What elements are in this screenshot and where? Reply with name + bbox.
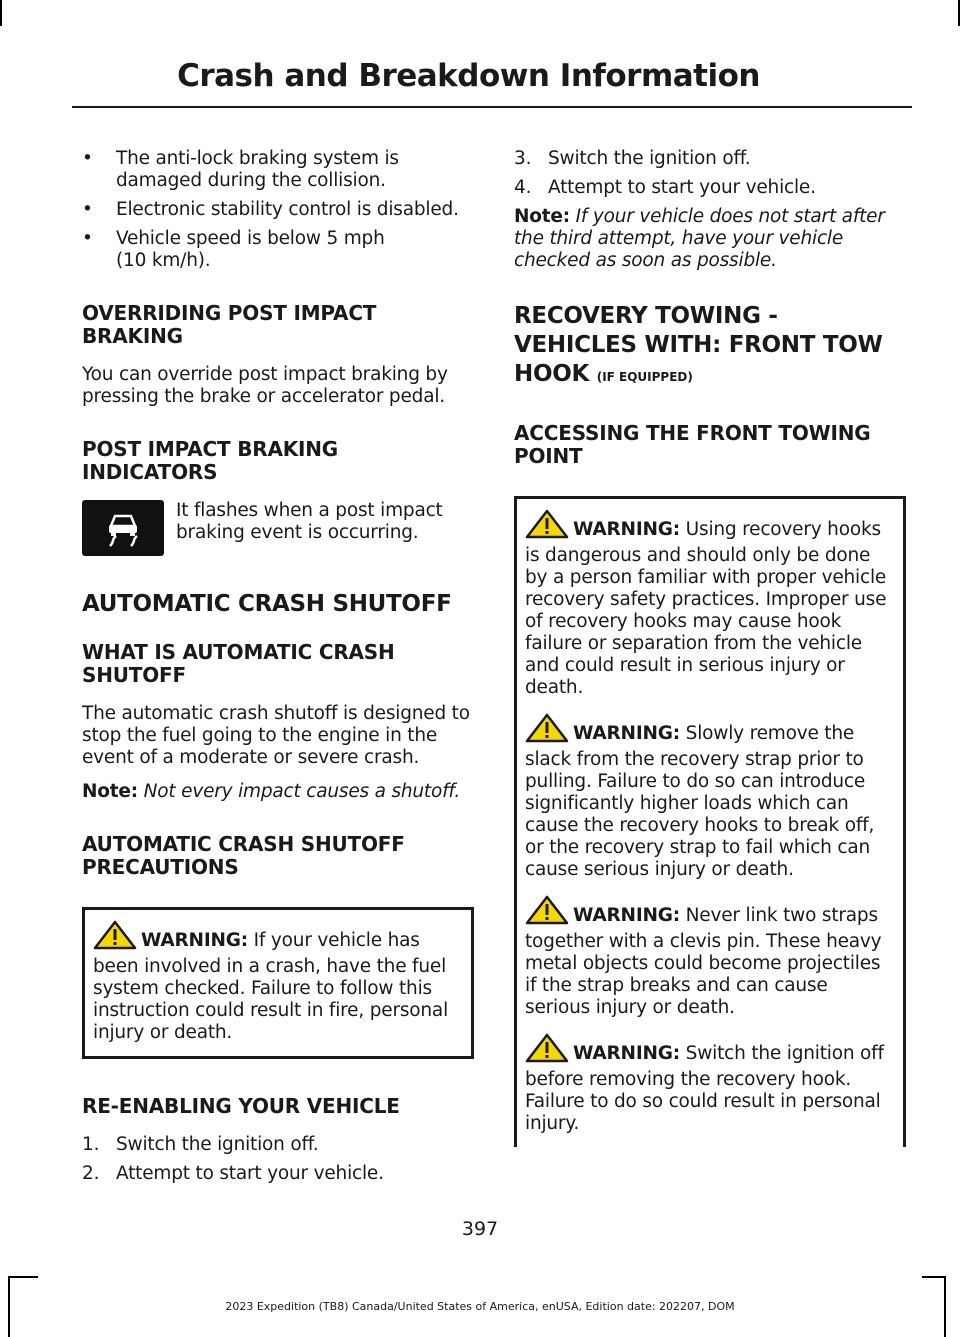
warning-text: Switch the ignition off before removing the recovery hook. Failure to do so could result in personal injury. xyxy=(525,1043,884,1134)
warning-box xyxy=(514,496,906,1147)
warning-text: Never link two straps together with a clevis pin. These heavy metal objects could become projectiles if the strap breaks and can cause serious injury or death. xyxy=(525,905,882,1018)
step-number: 2. xyxy=(82,1163,100,1184)
warning-triangle-icon xyxy=(525,713,569,749)
list-item xyxy=(514,148,906,170)
precautions-heading: AUTOMATIC CRASH SHUTOFF PRECAUTIONS xyxy=(82,832,405,879)
step-text: Switch the ignition off. xyxy=(116,1134,319,1155)
towing-heading-line: VEHICLES WITH: FRONT TOW xyxy=(514,332,883,358)
crop-mark xyxy=(8,1276,38,1278)
warning-box xyxy=(82,907,474,1059)
bullet-mark: • xyxy=(82,199,93,220)
step-text: Attempt to start your vehicle. xyxy=(548,177,816,198)
warning xyxy=(525,509,897,699)
warning-text: If your vehicle has been involved in a crash, have the fuel system checked. Failure to follow this instruction could result in fire, personal injury or death. xyxy=(93,930,449,1043)
crop-mark xyxy=(0,0,2,26)
note xyxy=(82,781,474,803)
warning-label: WARNING: xyxy=(573,723,680,744)
right-column xyxy=(514,148,906,1159)
crop-mark xyxy=(922,1276,946,1278)
list-item xyxy=(82,228,474,272)
towing-heading-line xyxy=(514,360,906,392)
warning xyxy=(93,920,465,1044)
note-label: Note: xyxy=(82,781,138,802)
list-item xyxy=(82,199,474,221)
towing-heading-word: HOOK xyxy=(514,361,589,387)
towing-heading xyxy=(514,302,906,392)
warning-triangle-icon xyxy=(93,920,137,956)
warning-text: Slowly remove the slack from the recovery strap prior to pulling. Failure to do so can introduce significantly higher loads which can cause the recovery hooks to break off, or the recovery strap to fail which can cause serious injury or death. xyxy=(525,723,875,880)
bullet-mark: • xyxy=(82,148,93,169)
override-text: You can override post impact braking by pressing the brake or accelerator pedal. xyxy=(82,364,448,407)
note xyxy=(514,206,906,272)
what-heading: WHAT IS AUTOMATIC CRASH SHUTOFF xyxy=(82,640,395,687)
warning-label: WARNING: xyxy=(573,1043,680,1064)
warning-label: WARNING: xyxy=(573,519,680,540)
skid-car-icon xyxy=(82,500,164,556)
left-column xyxy=(82,148,474,1192)
list-item xyxy=(82,148,474,192)
override-heading: OVERRIDING POST IMPACT BRAKING xyxy=(82,301,377,348)
warning-triangle-icon xyxy=(525,895,569,931)
warning-triangle-icon xyxy=(525,509,569,545)
bullet-mark: • xyxy=(82,228,93,249)
step-text: Switch the ignition off. xyxy=(548,148,751,169)
header-divider xyxy=(72,106,912,108)
list-item-text: Vehicle speed is below 5 mph (10 km/h). xyxy=(116,228,385,271)
list-item-text: Electronic stability control is disabled. xyxy=(116,199,459,220)
towing-heading-suffix: (IF EQUIPPED) xyxy=(596,370,693,384)
acs-heading: AUTOMATIC CRASH SHUTOFF xyxy=(82,591,452,617)
warning-label: WARNING: xyxy=(573,905,680,926)
step-number: 4. xyxy=(514,177,532,198)
warning-triangle-icon xyxy=(525,1033,569,1069)
what-text: The automatic crash shutoff is designed to stop the fuel going to the engine in the event of a moderate or severe crash. xyxy=(82,703,470,768)
warning xyxy=(525,713,897,881)
list-item xyxy=(82,1163,474,1185)
footer: 2023 Expedition (TB8) Canada/United States of America, enUSA, Edition date: 202207, DOM xyxy=(225,1300,735,1313)
page-title: Crash and Breakdown Information xyxy=(177,58,760,94)
indicators-text: It flashes when a post impact braking event is occurring. xyxy=(176,500,443,543)
note-text: If your vehicle does not start after the third attempt, have your vehicle checked as soon as possible. xyxy=(514,206,885,271)
list-item xyxy=(82,1134,474,1156)
accessing-heading: ACCESSING THE FRONT TOWING POINT xyxy=(514,421,871,468)
warning xyxy=(525,1033,897,1135)
warning-label: WARNING: xyxy=(141,930,248,951)
page-number: 397 xyxy=(461,1218,499,1240)
indicators-heading: POST IMPACT BRAKING INDICATORS xyxy=(82,437,339,484)
list-item-text: The anti-lock braking system is damaged during the collision. xyxy=(116,148,399,191)
towing-heading-line: RECOVERY TOWING - xyxy=(514,303,778,329)
step-text: Attempt to start your vehicle. xyxy=(116,1163,384,1184)
reenable-heading: RE-ENABLING YOUR VEHICLE xyxy=(82,1094,400,1118)
step-number: 3. xyxy=(514,148,532,169)
warning xyxy=(525,895,897,1019)
note-label: Note: xyxy=(514,206,570,227)
step-number: 1. xyxy=(82,1134,100,1155)
note-text: Not every impact causes a shutoff. xyxy=(143,781,461,802)
indicator-row xyxy=(82,500,474,556)
list-item xyxy=(514,177,906,199)
warning-text: Using recovery hooks is dangerous and should only be done by a person familiar with proper vehicle recovery safety practices. Improper use of recovery hooks may cause hook failure or separation from the vehicle and could result in serious injury or death. xyxy=(525,519,887,698)
